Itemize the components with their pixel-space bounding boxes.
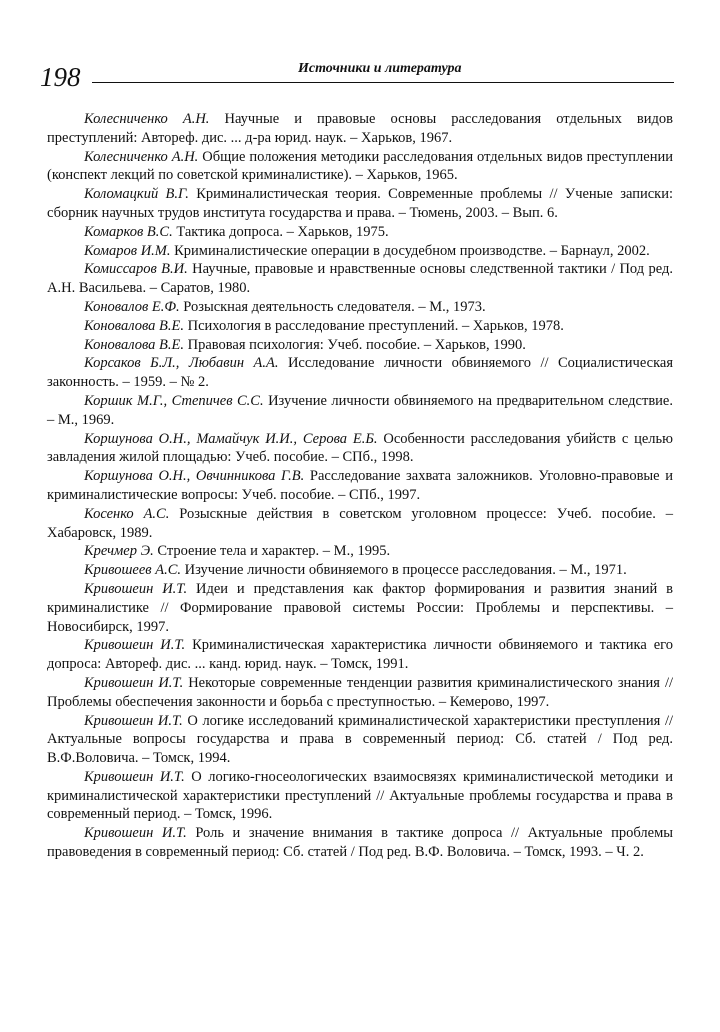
reference-author: Косенко А.С. — [84, 505, 170, 522]
reference-author: Коновалова В.Е. — [84, 317, 184, 334]
reference-entry — [47, 561, 673, 580]
reference-text: Научные и правовые основы расследования отдельных видов преступлений: Автореф. дис. ... д-ра юрид. наук. – Харьков, 1967. — [47, 111, 673, 146]
reference-entry — [47, 148, 673, 186]
reference-text: Расследование захвата заложников. Уголовно-правовые и криминалистические вопросы: Учеб. пособие. – СПб., 1997. — [47, 468, 673, 503]
reference-entry — [47, 185, 673, 223]
reference-entry — [47, 712, 673, 768]
reference-entry — [47, 505, 673, 543]
reference-text: Криминалистические операции в досудебном производстве. – Барнаул, 2002. — [170, 242, 650, 259]
reference-entry — [47, 354, 673, 392]
reference-text: Научные, правовые и нравственные основы следственной тактики / Под ред. А.Н. Васильева. – Саратов, 1980. — [47, 261, 673, 297]
reference-entry — [47, 110, 673, 148]
running-title: Источники и литература — [298, 61, 462, 76]
page-number: 198 — [40, 62, 81, 92]
reference-entry — [47, 580, 673, 636]
reference-author: Комиссаров В.И. — [84, 261, 188, 278]
page-header — [40, 60, 674, 96]
reference-entry — [47, 636, 673, 674]
reference-text: Роль и значение внимания в тактике допроса // Актуальные проблемы правоведения в современный период: Сб. статей / Под ред. В.Ф. Воловича. – Томск, 1993. – Ч. 2. — [47, 825, 673, 861]
reference-entry — [47, 430, 673, 468]
reference-text: О логике исследований криминалистической характеристики преступления // Актуальные вопросы государства и права в современный период: Сб. статей / Под ред. В.Ф.Воловича. – Томск, 1994. — [47, 712, 673, 767]
reference-author: Кривошеин И.Т. — [84, 712, 183, 729]
reference-text: Розыскные действия в советском уголовном процессе: Учеб. пособие. – Хабаровск, 1989. — [47, 505, 673, 541]
reference-text: Розыскная деятельность следователя. – М., 1973. — [179, 298, 486, 315]
reference-author: Коршунова О.Н., Овчинникова Г.В. — [84, 468, 305, 485]
reference-author: Коновалов Е.Ф. — [84, 298, 180, 315]
reference-entry — [47, 223, 673, 242]
reference-author: Кривошеин И.Т. — [84, 825, 187, 842]
reference-author: Кривошеин И.Т. — [84, 768, 185, 785]
reference-entry — [47, 336, 673, 355]
reference-text: Изучение личности обвиняемого на предварительном следствие. – М., 1969. — [47, 392, 673, 428]
reference-entry — [47, 298, 673, 317]
reference-entry — [47, 392, 673, 430]
reference-entry — [47, 768, 673, 824]
reference-entry — [47, 242, 673, 261]
reference-author: Коновалова В.Е. — [84, 336, 184, 353]
reference-entry — [47, 824, 673, 862]
reference-text: Исследование личности обвиняемого // Социалистическая законность. – 1959. – № 2. — [47, 355, 673, 391]
reference-text: Криминалистическая теория. Современные проблемы // Ученые записки: сборник научных трудов института государства и права. – Тюмень, 2003. – Вып. 6. — [47, 186, 673, 221]
reference-author: Коршик М.Г., Степичев С.С. — [84, 392, 264, 409]
reference-author: Кривошеин И.Т. — [84, 674, 184, 691]
reference-text: Особенности расследования убийств с целью завладения жилой площадью: Учеб. пособие. – СПб., 1998. — [47, 430, 673, 466]
reference-author: Кречмер Э. — [84, 543, 154, 560]
reference-text: Правовая психология: Учеб. пособие. – Харьков, 1990. — [184, 336, 526, 353]
header-rule — [92, 82, 674, 83]
reference-author: Колесниченко А.Н. — [84, 111, 210, 127]
reference-author: Коломацкий В.Г. — [84, 186, 189, 203]
reference-text: Психология в расследование преступлений. – Харьков, 1978. — [184, 317, 564, 334]
reference-entry — [47, 542, 673, 561]
reference-author: Кривошеев А.С. — [84, 562, 181, 579]
reference-entry — [47, 467, 673, 505]
reference-author: Комарков В.С. — [84, 223, 173, 240]
reference-text: Строение тела и характер. – М., 1995. — [153, 543, 391, 560]
reference-text: Некоторые современные тенденции развития криминалистического знания // Проблемы обеспечения законности и борьба с преступностью. – Кемерово, 1997. — [47, 674, 673, 710]
reference-entry — [47, 674, 673, 712]
reference-author: Колесниченко А.Н. — [84, 148, 199, 165]
reference-text: Идеи и представления как фактор формирования и развития знаний в криминалистике // Формирование правовой системы России: Проблемы и перспективы. – Новосибирск, 1997. — [47, 580, 673, 635]
reference-text: Криминалистическая характеристика личности обвиняемого и тактика его допроса: Автореф. дис. ... канд. юрид. наук. – Томск, 1991. — [47, 637, 673, 673]
reference-text: Тактика допроса. – Харьков, 1975. — [172, 223, 389, 240]
reference-entry — [47, 260, 673, 298]
reference-author: Кривошеин И.Т. — [84, 637, 186, 654]
reference-entry — [47, 317, 673, 336]
reference-list — [47, 110, 673, 862]
reference-author: Корсаков Б.Л., Любавин А.А. — [84, 355, 279, 372]
reference-author: Кривошеин И.Т. — [84, 580, 188, 597]
reference-author: Комаров И.М. — [84, 242, 171, 259]
reference-text: Общие положения методики расследования отдельных видов преступлении (конспект лекций по советской криминалистике). – Харьков, 1965. — [47, 148, 673, 184]
reference-author: Коршунова О.Н., Мамайчук И.И., Серова Е.Б. — [84, 430, 378, 447]
reference-text: Изучение личности обвиняемого в процессе расследования. – М., 1971. — [181, 562, 627, 579]
reference-text: О логико-гносеологических взаимосвязях криминалистической методики и криминалистической характеристики преступлений // Актуальные проблемы государства и права в современный период. – Томск, 1996. — [47, 768, 673, 823]
